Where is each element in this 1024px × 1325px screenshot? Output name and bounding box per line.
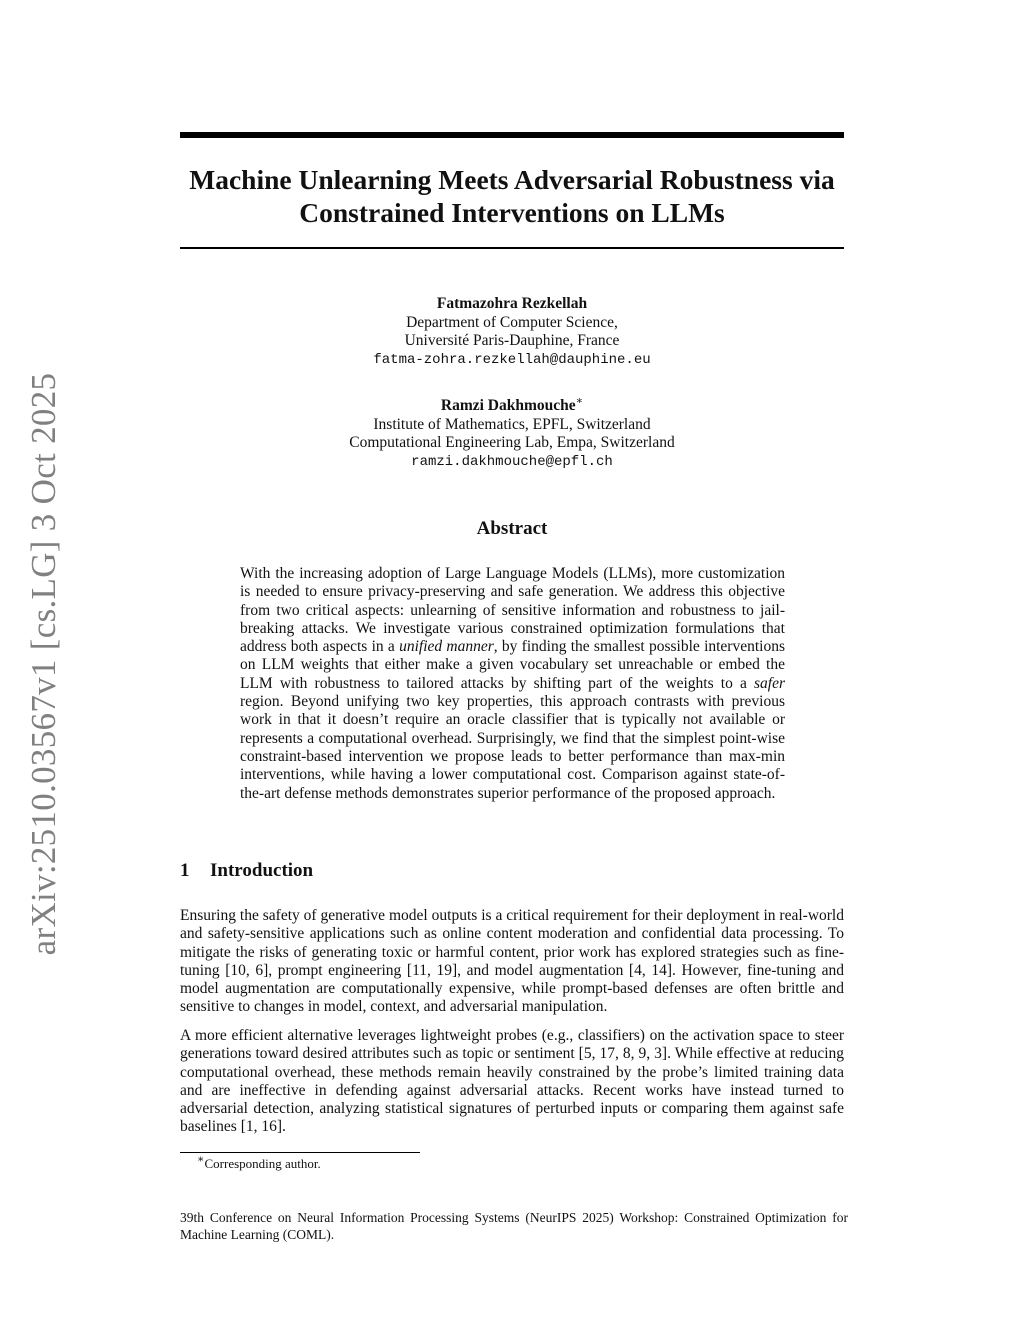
arxiv-identifier-stamp: arXiv:2510.03567v1 [cs.LG] 3 Oct 2025: [24, 372, 63, 956]
author-2-affiliation-2: Computational Engineering Lab, Empa, Switzerland: [349, 434, 675, 451]
abstract-heading: Abstract: [476, 518, 548, 539]
author-2: [180, 394, 844, 471]
title-line-1: Machine Unlearning Meets Adversarial Robustness via: [189, 164, 835, 195]
abstract-text-1: With the increasing adoption of Large Language Models (LLMs), more customization is needed to ensure privacy-preserving and safe generation. We address this objective from two critical aspects: unlearning of sensitive information and robustness to jail-breaking attacks. We investigate various constrained optimization formulations that address both aspects in a: [240, 565, 785, 656]
section-heading-introduction: [180, 860, 313, 882]
author-1-affiliation-1: Department of Computer Science,: [406, 313, 618, 331]
section-title: Introduction: [210, 860, 314, 881]
intro-paragraph-1: Ensuring the safety of generative model outputs is a critical requirement for their deployment in real-world and safety-sensitive applications such as online content moderation and confidential data processing. To mitigate the risks of generating toxic or harmful content, prior work has explored strategies such as fine-tuning [10, 6], prompt engineering [11, 19], and model augmentation [4, 14]. However, fine-tuning and model augmentation are computationally expensive, while prompt-based defenses are often brittle and sensitive to changes in model, context, and adversarial manipulation.: [180, 907, 844, 1016]
author-2-affiliation-1: Institute of Mathematics, EPFL, Switzerland: [373, 415, 651, 433]
abstract-emphasis-unified-manner: unified manner: [399, 638, 494, 656]
abstract-text-3: region. Beyond unifying two key properties, this approach contrasts with previous work in that it doesn’t require an oracle classifier that is typically not available or represents a computational overhead. Surprisingly, we find that the simplest point-wise constraint-based intervention we propose leads to better performance than max-min interventions, while having a lower computational cost. Comparison against state-of-the-art defense methods demonstrates superior performance of the proposed approach.: [240, 693, 785, 802]
author-1-email: fatma-zohra.rezkellah@dauphine.eu: [373, 351, 651, 368]
footnote: [197, 1153, 321, 1172]
footnote-mark: ∗: [197, 1153, 205, 1166]
author-1-affiliation-2: Université Paris-Dauphine, France: [404, 332, 620, 349]
section-number: 1: [180, 860, 190, 881]
author-2-footnote-mark: ∗: [575, 394, 584, 407]
conference-note: 39th Conference on Neural Information Processing Systems (NeurIPS 2025) Workshop: Constrained Optimization for Machine Learning (COML).: [180, 1210, 848, 1242]
abstract-text-2: , by finding the smallest possible interventions on LLM weights that either make a given vocabulary set unreachable or embed the LLM with robustness to tailored attacks by shifting part of the weights to a: [240, 638, 785, 692]
author-1: [180, 295, 844, 369]
title-top-rule: [180, 132, 844, 138]
author-2-name: Ramzi Dakhmouche: [440, 397, 576, 414]
intro-paragraph-2: A more efficient alternative leverages lightweight probes (e.g., classifiers) on the activation space to steer generations toward desired attributes such as topic or sentiment [5, 17, 8, 9, 3]. While effective at reducing computational overhead, these methods remain heavily constrained by the probe’s limited training data and are ineffective in defending against adversarial attacks. Recent works have instead turned to adversarial detection, analyzing statistical signatures of perturbed inputs or comparing them against safe baselines [1, 16].: [180, 1027, 844, 1136]
author-2-email: ramzi.dakhmouche@epfl.ch: [411, 453, 613, 470]
author-1-name: Fatmazohra Rezkellah: [436, 295, 588, 312]
footnote-text: Corresponding author.: [204, 1156, 321, 1171]
abstract-emphasis-safer: safer: [754, 674, 785, 692]
footnote-rule: [180, 1152, 420, 1153]
title-line-2: Constrained Interventions on LLMs: [299, 197, 725, 228]
paper-title: [180, 163, 844, 229]
title-bottom-rule: [180, 247, 844, 249]
abstract-body: [240, 565, 785, 803]
